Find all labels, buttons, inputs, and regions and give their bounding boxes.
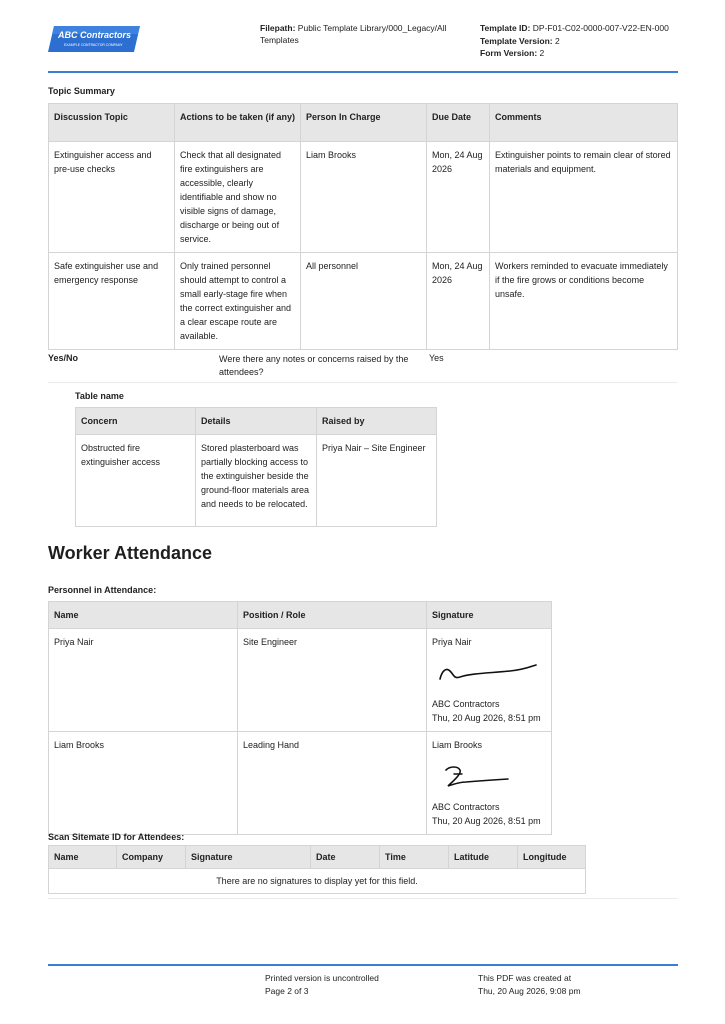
footer-page-info <box>265 972 379 998</box>
col-latitude: Latitude <box>449 846 518 869</box>
concerns-table-label: Table name <box>75 391 124 401</box>
topic-summary-label: Topic Summary <box>48 86 115 96</box>
yes-no-label: Yes/No <box>48 353 79 363</box>
col-actions: Actions to be taken (if any) <box>175 104 301 142</box>
table-row <box>49 732 552 835</box>
col-person-in-charge: Person In Charge <box>301 104 427 142</box>
attendee-role: Leading Hand <box>238 732 427 835</box>
yes-no-question-text: Were there any notes or concerns raised by the attendees? <box>219 354 409 377</box>
filepath: Filepath: Public Template Library/000_Legacy/All Templates <box>260 23 447 45</box>
uncontrolled-note: Printed version is uncontrolled <box>265 973 379 983</box>
actions: Check that all designated fire extinguishers are accessible, clearly identifiable and show no visible signs of damage, discharge or being out of service. <box>175 142 301 253</box>
col-company: Company <box>117 846 186 869</box>
attendee-role: Site Engineer <box>238 629 427 732</box>
col-position: Position / Role <box>238 602 427 629</box>
sitemate-table <box>48 845 586 894</box>
signature-company: ABC Contractors <box>432 802 500 812</box>
empty-message: There are no signatures to display yet for this field. <box>49 869 586 894</box>
col-discussion-topic: Discussion Topic <box>49 104 175 142</box>
page-number: Page 2 of 3 <box>265 986 309 996</box>
table-header-row <box>49 602 552 629</box>
signature-name: Priya Nair <box>432 637 472 647</box>
header-rule <box>48 71 678 73</box>
yes-no-answer: Yes <box>429 353 444 363</box>
actions: Only trained personnel should attempt to control a small early-stage fire when the correct extinguisher and a clear escape route are available. <box>175 253 301 350</box>
discussion-topic: Safe extinguisher use and emergency response <box>49 253 175 350</box>
col-due-date: Due Date <box>427 104 490 142</box>
topic-summary-table <box>48 103 678 350</box>
template-version: Template Version: 2 <box>480 35 560 46</box>
col-longitude: Longitude <box>518 846 586 869</box>
signature-company: ABC Contractors <box>432 699 500 709</box>
worker-attendance-heading: Worker Attendance <box>48 543 213 563</box>
svg-text:EXAMPLE CONTRACTOR COMPANY: EXAMPLE CONTRACTOR COMPANY <box>64 43 123 47</box>
discussion-topic: Extinguisher access and pre-use checks <box>49 142 175 253</box>
footer-rule <box>48 964 678 966</box>
signature-image <box>432 657 542 691</box>
template-meta <box>480 22 680 60</box>
col-comments: Comments <box>490 104 678 142</box>
col-name: Name <box>49 846 117 869</box>
sitemate-label: Scan Sitemate ID for Attendees: <box>48 832 185 842</box>
signature-timestamp: Thu, 20 Aug 2026, 8:51 pm <box>432 816 541 826</box>
signature-cell <box>427 629 552 732</box>
col-time: Time <box>380 846 449 869</box>
section-divider <box>48 898 678 899</box>
comments: Workers reminded to evacuate immediately if the fire grows or conditions become unsafe. <box>490 253 678 350</box>
person-in-charge: All personnel <box>301 253 427 350</box>
raised-by: Priya Nair – Site Engineer <box>317 435 437 527</box>
comments: Extinguisher points to remain clear of stored materials and equipment. <box>490 142 678 253</box>
footer-created <box>478 972 581 998</box>
signature-name: Liam Brooks <box>432 740 483 750</box>
empty-row <box>49 869 586 894</box>
svg-text:ABC Contractors: ABC Contractors <box>58 30 132 40</box>
col-signature: Signature <box>427 602 552 629</box>
attendance-table <box>48 601 552 835</box>
attendee-name: Liam Brooks <box>49 732 238 835</box>
table-header-row <box>49 104 678 142</box>
concern: Obstructed fire extinguisher access <box>76 435 196 527</box>
page-header <box>48 18 678 72</box>
personnel-label: Personnel in Attendance: <box>48 585 157 595</box>
concerns-table <box>75 407 437 527</box>
table-header-row <box>76 408 437 435</box>
form-version: Form Version: 2 <box>480 48 545 58</box>
template-id: Template ID: DP-F01-C02-0000-007-V22-EN-000 <box>480 23 669 33</box>
due-date: Mon, 24 Aug 2026 <box>427 142 490 253</box>
due-date: Mon, 24 Aug 2026 <box>427 253 490 350</box>
col-details: Details <box>196 408 317 435</box>
table-row <box>49 629 552 732</box>
table-header-row <box>49 846 586 869</box>
table-row <box>76 435 437 527</box>
col-name: Name <box>49 602 238 629</box>
table-row <box>49 142 678 253</box>
company-logo <box>48 26 140 52</box>
col-raised-by: Raised by <box>317 408 437 435</box>
col-date: Date <box>311 846 380 869</box>
created-timestamp: Thu, 20 Aug 2026, 9:08 pm <box>478 986 581 996</box>
signature-cell <box>427 732 552 835</box>
yes-no-question <box>48 353 678 383</box>
col-signature: Signature <box>186 846 311 869</box>
details: Stored plasterboard was partially blocking access to the extinguisher beside the ground-floor materials area and needs to be relocated. <box>196 435 317 527</box>
table-row <box>49 253 678 350</box>
col-concern: Concern <box>76 408 196 435</box>
created-label: This PDF was created at <box>478 973 572 983</box>
attendee-name: Priya Nair <box>49 629 238 732</box>
person-in-charge: Liam Brooks <box>301 142 427 253</box>
signature-image <box>432 760 542 794</box>
signature-timestamp: Thu, 20 Aug 2026, 8:51 pm <box>432 713 541 723</box>
